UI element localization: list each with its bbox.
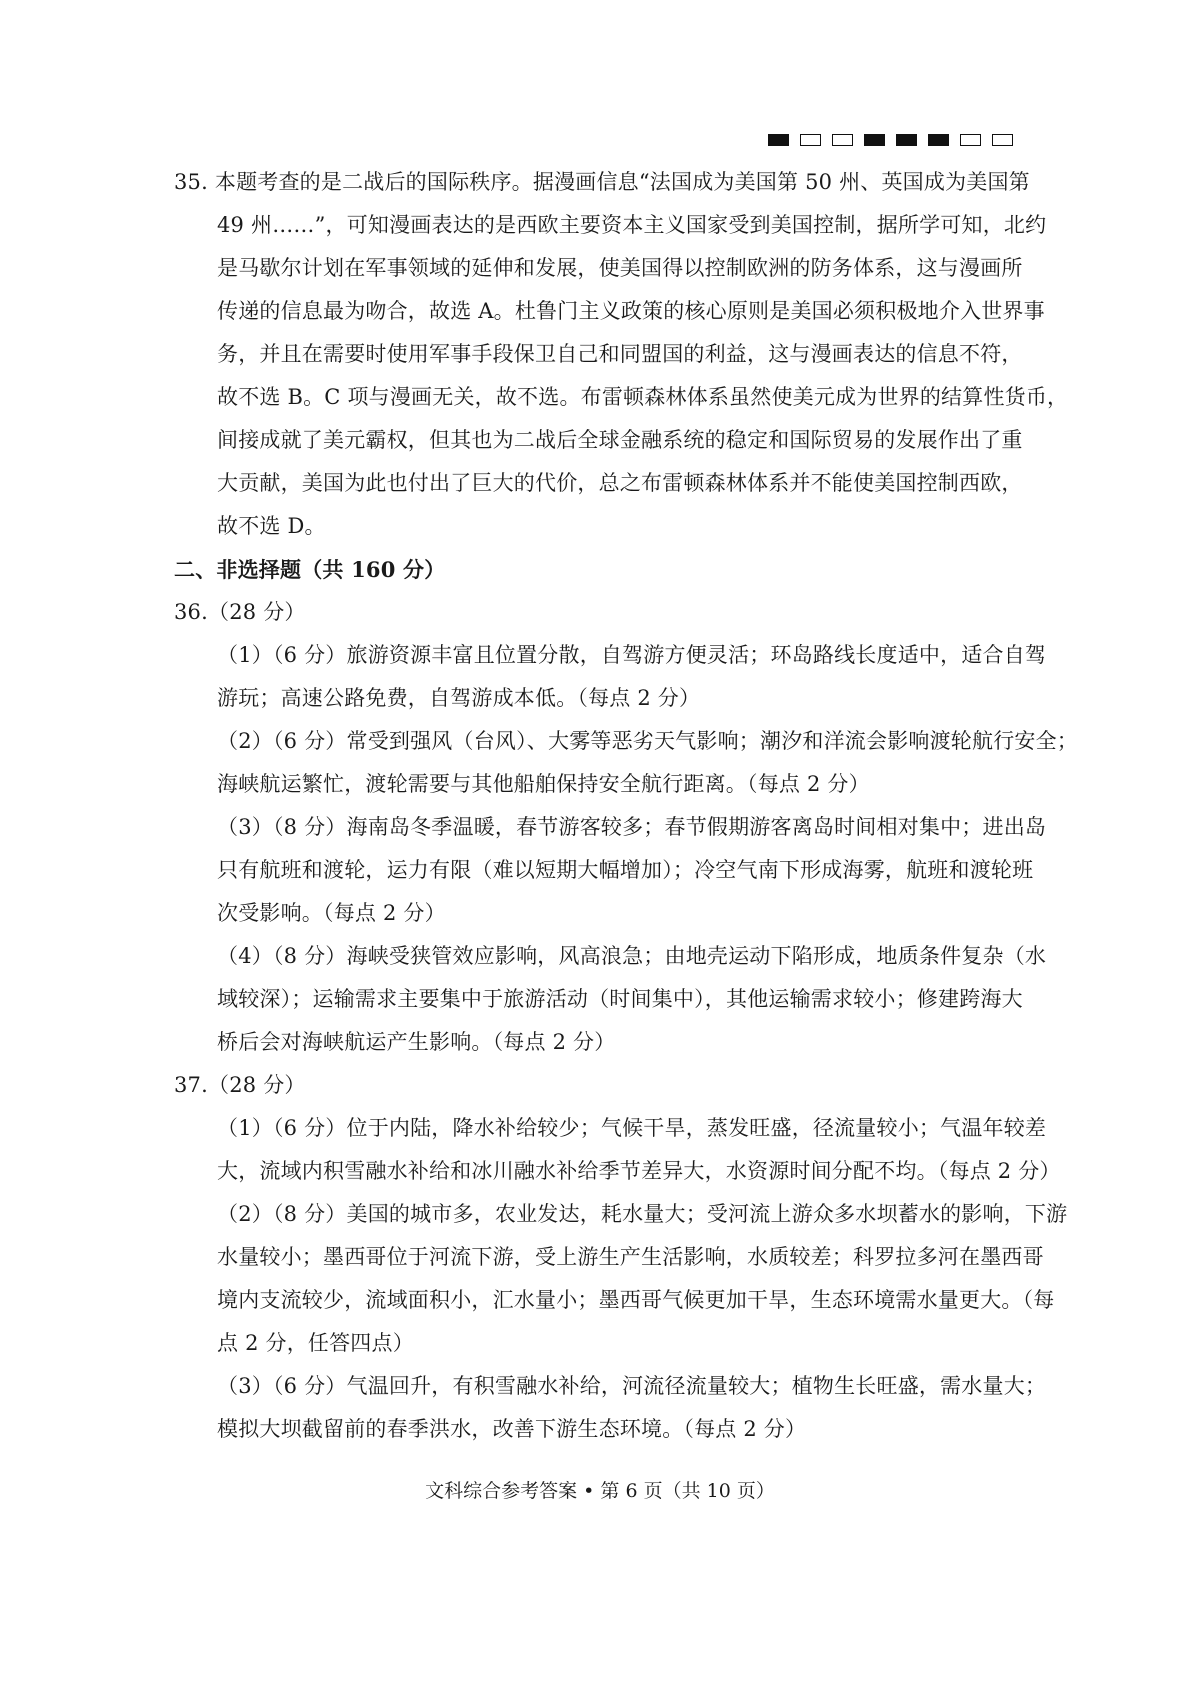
text-line: 只有航班和渡轮，运力有限（难以短期大幅增加）；冷空气南下形成海雾，航班和渡轮班 [217, 858, 1034, 882]
text-line: （2）（8 分）美国的城市多，农业发达，耗水量大；受河流上游众多水坝蓄水的影响，下游 [217, 1202, 1068, 1226]
text-line: 大，流域内积雪融水补给和冰川融水补给季节差异大，水资源时间分配不均。（每点 2 分） [217, 1159, 1061, 1183]
text-line: （2）（6 分）常受到强风（台风）、大雾等恶劣天气影响；潮汐和洋流会影响渡轮航行安全； [217, 729, 1078, 753]
question-title: 36.（28 分） [174, 600, 306, 624]
page-footer: 文科综合参考答案 • 第 6 页（共 10 页） [425, 1480, 775, 1502]
question-35-answer [174, 168, 1069, 541]
question-37-answer [174, 1071, 1068, 1444]
marker-square [832, 134, 853, 146]
text-line: 务，并且在需要时使用军事手段保卫自己和同盟国的利益，这与漫画表达的信息不符， [217, 342, 1023, 366]
text-line: 35. 本题考查的是二战后的国际秩序。据漫画信息“法国成为美国第 50 州、英国成为美国第 [174, 170, 1030, 194]
answer-content [174, 168, 1078, 1458]
text-line: 域较深）；运输需求主要集中于旅游活动（时间集中），其他运输需求较小；修建跨海大 [217, 987, 1023, 1011]
marker-square [864, 134, 885, 146]
text-line: 传递的信息最为吻合，故选 A。杜鲁门主义政策的核心原则是美国必须积极地介入世界事 [217, 299, 1045, 323]
text-line: （3）（6 分）气温回升，有积雪融水补给，河流径流量较大；植物生长旺盛，需水量大； [217, 1374, 1047, 1398]
text-line: 49 州……”，可知漫画表达的是西欧主要资本主义国家受到美国控制，据所学可知，北约 [217, 213, 1047, 237]
text-line: 境内支流较少，流域面积小，汇水量小；墨西哥气候更加干旱，生态环境需水量更大。（每 [217, 1288, 1055, 1312]
marker-square [960, 134, 981, 146]
question-title: 37.（28 分） [174, 1073, 306, 1097]
text-line: 故不选 D。 [217, 514, 326, 538]
text-line: 水量较小；墨西哥位于河流下游，受上游生产生活影响，水质较差；科罗拉多河在墨西哥 [217, 1245, 1044, 1269]
page-marker-squares [768, 134, 1013, 146]
text-line: （1）（6 分）位于内陆，降水补给较少；气候干旱，蒸发旺盛，径流量较小；气温年较差 [217, 1116, 1047, 1140]
marker-square [896, 134, 917, 146]
text-line: 次受影响。（每点 2 分） [217, 901, 446, 925]
text-line: 间接成就了美元霸权，但其也为二战后全球金融系统的稳定和国际贸易的发展作出了重 [217, 428, 1023, 452]
text-line: 大贡献，美国为此也付出了巨大的代价，总之布雷顿森林体系并不能使美国控制西欧， [217, 471, 1023, 495]
text-line: 游玩；高速公路免费，自驾游成本低。（每点 2 分） [217, 686, 701, 710]
section-title: 二、非选择题（共 160 分） [174, 557, 446, 582]
text-line: 模拟大坝截留前的春季洪水，改善下游生态环境。（每点 2 分） [217, 1417, 807, 1441]
marker-square [768, 134, 789, 146]
text-line: 故不选 B。C 项与漫画无关，故不选。布雷顿森林体系虽然使美元成为世界的结算性货币， [217, 385, 1069, 409]
marker-square [992, 134, 1013, 146]
text-line: 点 2 分，任答四点） [217, 1331, 414, 1355]
text-line: （1）（6 分）旅游资源丰富且位置分散，自驾游方便灵活；环岛路线长度适中，适合自驾 [217, 643, 1047, 667]
text-line: （3）（8 分）海南岛冬季温暖，春节游客较多；春节假期游客离岛时间相对集中；进出岛 [217, 815, 1047, 839]
text-line: （4）（8 分）海峡受狭管效应影响，风高浪急；由地壳运动下陷形成，地质条件复杂（水 [217, 944, 1047, 968]
marker-square [928, 134, 949, 146]
text-line: 桥后会对海峡航运产生影响。（每点 2 分） [217, 1030, 616, 1054]
question-36-answer [174, 598, 1078, 1057]
text-line: 是马歇尔计划在军事领域的延伸和发展，使美国得以控制欧洲的防务体系，这与漫画所 [217, 256, 1023, 280]
text-line: 海峡航运繁忙，渡轮需要与其他船舶保持安全航行距离。（每点 2 分） [217, 772, 870, 796]
marker-square [800, 134, 821, 146]
